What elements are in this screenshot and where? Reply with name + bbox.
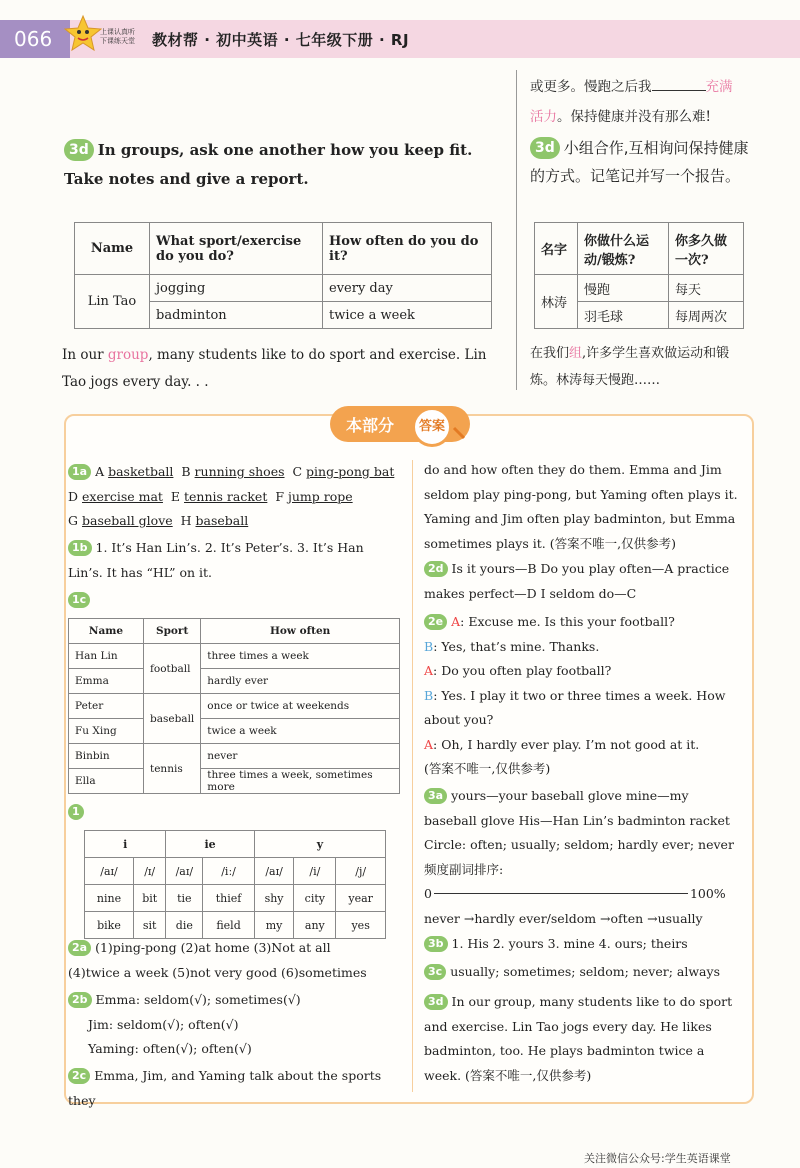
answer-1-table: i ie y /aɪ/ /ɪ/ /aɪ/ /iː/ /aɪ/ /i/ /j/ nine bit tie thief shy city year bike sit die field my any yes bbox=[84, 830, 386, 939]
task-3d-en: 3d In groups, ask one another how you keep fit. Take notes and give a report. bbox=[64, 141, 473, 188]
magnifier-icon bbox=[452, 426, 466, 440]
answer-3a: 3a yours—your baseball glove mine—my baseball glove His—Han Lin’s badminton racket Circle: often; usually; seldom; hardly ever; never 频度副词排序: 0 100% never →hardly ever/seldom →often →usually bbox=[424, 788, 734, 926]
answer-3c: 3c usually; sometimes; seldom; never; always bbox=[424, 960, 742, 985]
star-mascot-icon bbox=[64, 14, 102, 56]
slogan: 上课认真听 下课练天堂 bbox=[100, 28, 135, 45]
answer-1c-label: 1c bbox=[68, 588, 94, 613]
answer-1-label: 1 bbox=[68, 800, 88, 825]
answer-1a: 1a A basketball B running shoes C ping-pong bat D exercise mat E tennis racket F jump rope G baseball glove H baseball bbox=[68, 464, 395, 528]
answer-3d: 3d In our group, many students like to do sport and exercise. Lin Tao jogs every day. He likes badminton, too. He plays badminton twice a week. (答案不唯一,仅供参考) bbox=[424, 994, 733, 1083]
answer-2a: 2a (1)ping-pong (2)at home (3)Not at all (4)twice a week (5)not very good (6)sometimes bbox=[68, 940, 367, 980]
task-3d-cn: 3d 小组合作,互相询问保持健康的方式。记笔记并写一个报告。 bbox=[530, 139, 749, 185]
report-en: In our group, many students like to do sport and exercise. Lin Tao jogs every day. . . bbox=[62, 347, 487, 390]
answer-divider bbox=[412, 460, 413, 1092]
answer-2e: 2e A: Excuse me. Is this your football? B: Yes, that’s mine. Thanks. A: Do you often play football? B: Yes. I play it two or three times a week. How about you? A: Oh, I hardly ever play. I’m not good at it. (答案不唯一,仅供参考) bbox=[424, 614, 726, 776]
answer-3b: 3b 1. His 2. yours 3. mine 4. ours; theirs bbox=[424, 932, 742, 957]
survey-table-en: Name What sport/exercise do you do? How often do you do it? Lin Tao jogging every day badminton twice a week bbox=[74, 222, 492, 329]
survey-table-cn: 名字 你做什么运动/锻炼? 你多久做一次? 林涛 慢跑 每天 羽毛球 每周两次 bbox=[534, 222, 744, 329]
answer-banner: 本部分 答案 bbox=[330, 406, 470, 442]
answer-1b: 1b 1. It’s Han Lin’s. 2. It’s Peter’s. 3. It’s Han Lin’s. It has “HL” on it. bbox=[68, 540, 364, 580]
answer-2d: 2d Is it yours—B Do you play often—A practice makes perfect—D I seldom do—C bbox=[424, 561, 730, 601]
report-cn: 在我们组,许多学生喜欢做运动和锻炼。林涛每天慢跑…… bbox=[530, 346, 730, 388]
column-divider bbox=[516, 70, 517, 390]
book-title: 教材帮 · 初中英语 · 七年级下册 · RJ bbox=[152, 31, 410, 49]
answer-2c-cont: do and how often they do them. Emma and Jim seldom play ping-pong, but Yaming often plays it. Yaming and Jim often play badminton, but Emma sometimes plays it. (答案不唯一,仅供参考) bbox=[424, 462, 738, 551]
page-number: 066 bbox=[0, 20, 70, 58]
badge-3d: 3d bbox=[64, 139, 94, 161]
answer-2b: 2b Emma: seldom(√); sometimes(√) Jim: seldom(√); often(√) Yaming: often(√); often(√) bbox=[68, 988, 402, 1062]
footer-note: 关注微信公众号:学生英语课堂 bbox=[584, 1152, 731, 1165]
answer-2c-start: 2c Emma, Jim, and Yaming talk about the sports they bbox=[68, 1068, 382, 1108]
answer-1c-table: Name Sport How often Han Lin football three times a week Emma hardly ever Peter baseball once or twice at weekends Fu Xing twice a week Binbin tennis never Ella three times a week, sometimes more bbox=[68, 618, 400, 794]
top-cn: 或更多。慢跑之后我 充满 活力。保持健康并没有那么难! bbox=[530, 79, 733, 125]
